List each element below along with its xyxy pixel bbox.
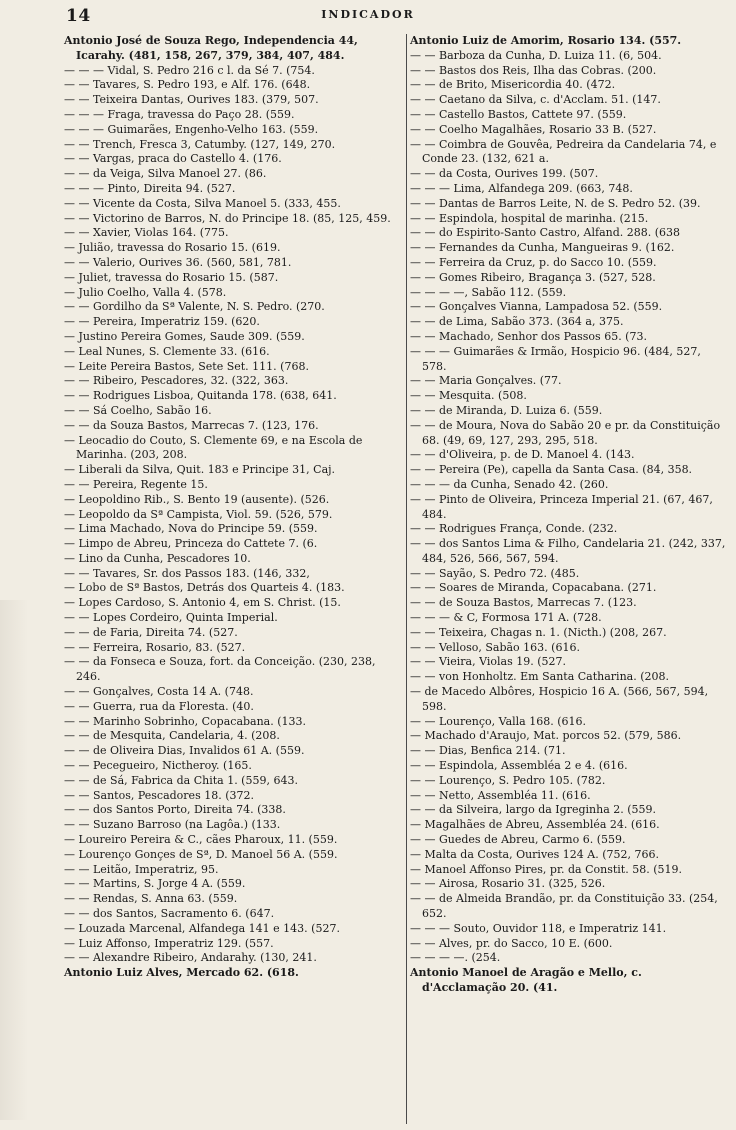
directory-entry: — — Barboza da Cunha, D. Luiza 11. (6, 504. [410, 48, 662, 62]
directory-entry: — Lopes Cardoso, S. Antonio 4, em S. Christ. (15. [64, 596, 341, 610]
directory-entry: — — dos Santos Lima & Filho, Candelaria 21. (242, 337, 484, 526, 566, 567, 594. [410, 537, 726, 565]
directory-entry: — — Valerio, Ourives 36. (560, 581, 781. [64, 255, 292, 269]
directory-entry: — Lima Machado, Nova do Principe 59. (559. [64, 522, 318, 536]
directory-entry: — — Castello Bastos, Cattete 97. (559. [410, 107, 627, 121]
directory-entry: Antonio José de Souza Rego, Independencia 44, Icarahy. (481, 158, 267, 379, 384, 407, 484. [64, 34, 358, 62]
directory-entry: — — Ferreira, Rosario, 83. (527. [64, 640, 246, 654]
directory-entry: — — de Moura, Nova do Sabão 20 e pr. da Constituição 68. (49, 69, 127, 293, 295, 518. [410, 418, 721, 447]
directory-entry: — — Guedes de Abreu, Carmo 6. (559. [410, 833, 626, 847]
directory-entry: — — Lopes Cordeiro, Quinta Imperial. [64, 611, 278, 625]
directory-entry: — — Gonçalves, Costa 14 A. (748. [64, 685, 254, 699]
directory-entry: — — — Vidal, S. Pedro 216 c l. da Sé 7. (754. [64, 63, 315, 77]
page-header [0, 6, 736, 28]
directory-entry: — — Pecegueiro, Nictheroy. (165. [64, 759, 252, 773]
directory-entry: — — Rodrigues Lisboa, Quitanda 178. (638, 641. [64, 389, 337, 403]
directory-entry: — — Soares de Miranda, Copacabana. (271. [410, 581, 657, 595]
directory-entry: — — Pinto de Oliveira, Princeza Imperial 21. (67, 467, 484. [410, 492, 713, 521]
directory-entry: — Lobo de Sª Bastos, Detrás dos Quarteis 4. (183. [64, 581, 345, 595]
directory-entry: — — Alves, pr. do Sacco, 10 E. (600. [410, 936, 613, 950]
directory-entry: — — de Sá, Fabrica da Chita 1. (559, 643. [64, 773, 298, 787]
directory-entry: — Julião, travessa do Rosario 15. (619. [64, 241, 281, 255]
directory-entry: — — Alexandre Ribeiro, Andarahy. (130, 241. [64, 951, 317, 965]
directory-entry: — — — —, Sabão 112. (559. [410, 285, 567, 299]
directory-entry: — — Guerra, rua da Floresta. (40. [64, 699, 254, 713]
directory-entry: — — Gordilho da Sª Valente, N. S. Pedro. (270. [64, 300, 325, 314]
directory-entry: — — — Souto, Ouvidor 118, e Imperatriz 141. [410, 921, 667, 935]
directory-entry: — — Mesquita. (508. [410, 389, 527, 403]
directory-entry: — — Pereira, Imperatriz 159. (620. [64, 315, 260, 329]
directory-entry: — Leocadio do Couto, S. Clemente 69, e na Escola de Marinha. (203, 208. [64, 433, 363, 462]
directory-entry: — — Ferreira da Cruz, p. do Sacco 10. (559. [410, 255, 657, 269]
directory-entry: — — da Costa, Ourives 199. (507. [410, 167, 599, 181]
directory-entry: — Liberali da Silva, Quit. 183 e Principe 31, Caj. [64, 463, 336, 477]
directory-entry: — — Santos, Pescadores 18. (372. [64, 788, 254, 802]
page-title: INDICADOR [321, 8, 415, 21]
directory-entry: — — Teixeira, Chagas n. 1. (Nicth.) (208, 267. [410, 625, 667, 639]
directory-entry: — — Dias, Benfica 214. (71. [410, 744, 566, 758]
left-column [64, 34, 400, 981]
directory-entry: — — Maria Gonçalves. (77. [410, 374, 562, 388]
directory-entry: — Julio Coelho, Valla 4. (578. [64, 285, 227, 299]
directory-entry: — — de Oliveira Dias, Invalidos 61 A. (559. [64, 744, 305, 758]
page-number: 14 [66, 6, 91, 26]
directory-entry: — — Lourenço, Valla 168. (616. [410, 714, 586, 728]
directory-entry: — — da Silveira, largo da Igreginha 2. (559. [410, 803, 657, 817]
directory-entry: — — de Brito, Misericordia 40. (472. [410, 78, 616, 92]
directory-entry: — — — Guimarães, Engenho-Velho 163. (559. [64, 122, 319, 136]
directory-entry: Antonio Luiz Alves, Mercado 62. (618. [64, 966, 299, 980]
directory-entry: — — von Honholtz. Em Santa Catharina. (208. [410, 670, 669, 684]
directory-entry: — — Coimbra de Gouvêa, Pedreira da Candelaria 74, e Conde 23. (132, 621 a. [410, 137, 717, 166]
directory-entry: — — Teixeira Dantas, Ourives 183. (379, 507. [64, 93, 319, 107]
directory-entry: — — Martins, S. Jorge 4 A. (559. [64, 877, 246, 891]
directory-entry: — — Suzano Barroso (na Lagôa.) (133. [64, 818, 281, 832]
directory-entry: — — Vicente da Costa, Silva Manoel 5. (333, 455. [64, 196, 341, 210]
directory-entry: — — Bastos dos Reis, Ilha das Cobras. (200. [410, 63, 657, 77]
directory-entry: — Leopoldino Rib., S. Bento 19 (ausente). (526. [64, 492, 330, 506]
directory-entry: — — Gomes Ribeiro, Bragança 3. (527, 528. [410, 270, 656, 284]
directory-entry: — de Macedo Albôres, Hospicio 16 A. (566, 567, 594, 598. [410, 685, 709, 713]
directory-entry: — — Coelho Magalhães, Rosario 33 B. (527. [410, 122, 657, 136]
directory-entry: — — Tavares, S. Pedro 193, e Alf. 176. (648. [64, 78, 311, 92]
directory-entry: — — Ribeiro, Pescadores, 32. (322, 363. [64, 374, 289, 388]
directory-entry: — — Marinho Sobrinho, Copacabana. (133. [64, 714, 307, 728]
directory-entry: — — — & C, Formosa 171 A. (728. [410, 611, 602, 625]
directory-entry: — — Machado, Senhor dos Passos 65. (73. [410, 329, 647, 343]
directory-entry: — — de Almeida Brandão, pr. da Constituição 33. (254, 652. [410, 892, 718, 921]
directory-entry: — — Velloso, Sabão 163. (616. [410, 640, 580, 654]
directory-entry: — Lino da Cunha, Pescadores 10. [64, 551, 251, 565]
directory-entry: — — dos Santos Porto, Direita 74. (338. [64, 803, 286, 817]
directory-entry: — — Netto, Assembléa 11. (616. [410, 788, 591, 802]
directory-entry: — — Leitão, Imperatriz, 95. [64, 862, 219, 876]
directory-entry: — Luiz Affonso, Imperatriz 129. (557. [64, 936, 274, 950]
directory-entry: — — da Souza Bastos, Marrecas 7. (123, 176. [64, 418, 319, 432]
directory-entry: — — Gonçalves Vianna, Lampadosa 52. (559. [410, 300, 663, 314]
directory-entry: — — Fernandes da Cunha, Mangueiras 9. (162. [410, 241, 675, 255]
directory-entry: — Leite Pereira Bastos, Sete Set. 111. (768. [64, 359, 309, 373]
directory-entry: — — Dantas de Barros Leite, N. de S. Pedro 52. (39. [410, 196, 701, 210]
directory-entry: Antonio Manoel de Aragão e Mello, c. d'Acclamação 20. (41. [410, 966, 642, 994]
directory-entry: — — d'Oliveira, p. de D. Manoel 4. (143. [410, 448, 635, 462]
directory-entry: — — Caetano da Silva, c. d'Acclam. 51. (147. [410, 93, 661, 107]
directory-entry: — Machado d'Araujo, Mat. porcos 52. (579, 586. [410, 729, 682, 743]
directory-entry: — — — Lima, Alfandega 209. (663, 748. [410, 181, 633, 195]
directory-entry: — — de Faria, Direita 74. (527. [64, 625, 238, 639]
directory-entry: — Manoel Affonso Pires, pr. da Constit. 58. (519. [410, 862, 682, 876]
directory-entry: — — — Guimarães & Irmão, Hospicio 96. (484, 527, 578. [410, 344, 701, 373]
right-column [410, 34, 728, 996]
directory-entry: — — de Souza Bastos, Marrecas 7. (123. [410, 596, 637, 610]
directory-entry: — — Rodrigues França, Conde. (232. [410, 522, 618, 536]
directory-entry: — — Vargas, praca do Castello 4. (176. [64, 152, 282, 166]
directory-entry: — — de Miranda, D. Luiza 6. (559. [410, 403, 603, 417]
directory-entry: — — da Fonseca e Souza, fort. da Conceição. (230, 238, 246. [64, 655, 376, 684]
directory-entry: — — Trench, Fresca 3, Catumby. (127, 149, 270. [64, 137, 336, 151]
directory-entry: — — — —. (254. [410, 951, 501, 965]
directory-entry: — Loureiro Pereira & C., cães Pharoux, 11. (559. [64, 833, 338, 847]
directory-entry: — — Lourenço, S. Pedro 105. (782. [410, 773, 606, 787]
directory-entry: — — da Veiga, Silva Manoel 27. (86. [64, 167, 267, 181]
directory-entry: — — dos Santos, Sacramento 6. (647. [64, 907, 275, 921]
directory-entry: — — Pereira, Regente 15. [64, 477, 208, 491]
directory-entry: — — Pereira (Pe), capella da Santa Casa. (84, 358. [410, 463, 693, 477]
directory-entry: — — — da Cunha, Senado 42. (260. [410, 477, 609, 491]
directory-entry: — — de Mesquita, Candelaria, 4. (208. [64, 729, 280, 743]
directory-entry: — Leal Nunes, S. Clemente 33. (616. [64, 344, 270, 358]
directory-entry: — Louzada Marcenal, Alfandega 141 e 143. (527. [64, 921, 340, 935]
directory-entry: — — Sá Coelho, Sabão 16. [64, 403, 212, 417]
directory-entry: — — Tavares, Sr. dos Passos 183. (146, 332, [64, 566, 310, 580]
directory-entry: Antonio Luiz de Amorim, Rosario 134. (557. [410, 34, 682, 47]
directory-entry: — — Sayão, S. Pedro 72. (485. [410, 566, 580, 580]
scan-shadow [0, 600, 28, 1120]
directory-entry: — Malta da Costa, Ourives 124 A. (752, 766. [410, 847, 660, 861]
column-divider [406, 34, 407, 1124]
directory-entry: — Magalhães de Abreu, Assembléa 24. (616. [410, 818, 660, 832]
directory-entry: — — — Pinto, Direita 94. (527. [64, 181, 236, 195]
directory-entry: — — Espindola, Assembléa 2 e 4. (616. [410, 759, 628, 773]
directory-entry: — Limpo de Abreu, Princeza do Cattete 7. (6. [64, 537, 318, 551]
directory-entry: — — Airosa, Rosario 31. (325, 526. [410, 877, 606, 891]
directory-entry: — — Victorino de Barros, N. do Principe 18. (85, 125, 459. [64, 211, 391, 225]
directory-entry: — — de Lima, Sabão 373. (364 a, 375. [410, 315, 624, 329]
directory-entry: — — Xavier, Violas 164. (775. [64, 226, 229, 240]
directory-entry: — — Rendas, S. Anna 63. (559. [64, 892, 238, 906]
directory-entry: — Justino Pereira Gomes, Saude 309. (559. [64, 329, 305, 343]
directory-entry: — Juliet, travessa do Rosario 15. (587. [64, 270, 279, 284]
directory-entry: — Leopoldo da Sª Campista, Viol. 59. (526, 579. [64, 507, 333, 521]
directory-entry: — — do Espirito-Santo Castro, Alfand. 288. (638 [410, 226, 681, 240]
directory-entry: — — Vieira, Violas 19. (527. [410, 655, 566, 669]
directory-entry: — Lourenço Gonçes de Sª, D. Manoel 56 A. (559. [64, 847, 338, 861]
directory-entry: — — Espindola, hospital de marinha. (215. [410, 211, 649, 225]
directory-entry: — — — Fraga, travessa do Paço 28. (559. [64, 107, 295, 121]
